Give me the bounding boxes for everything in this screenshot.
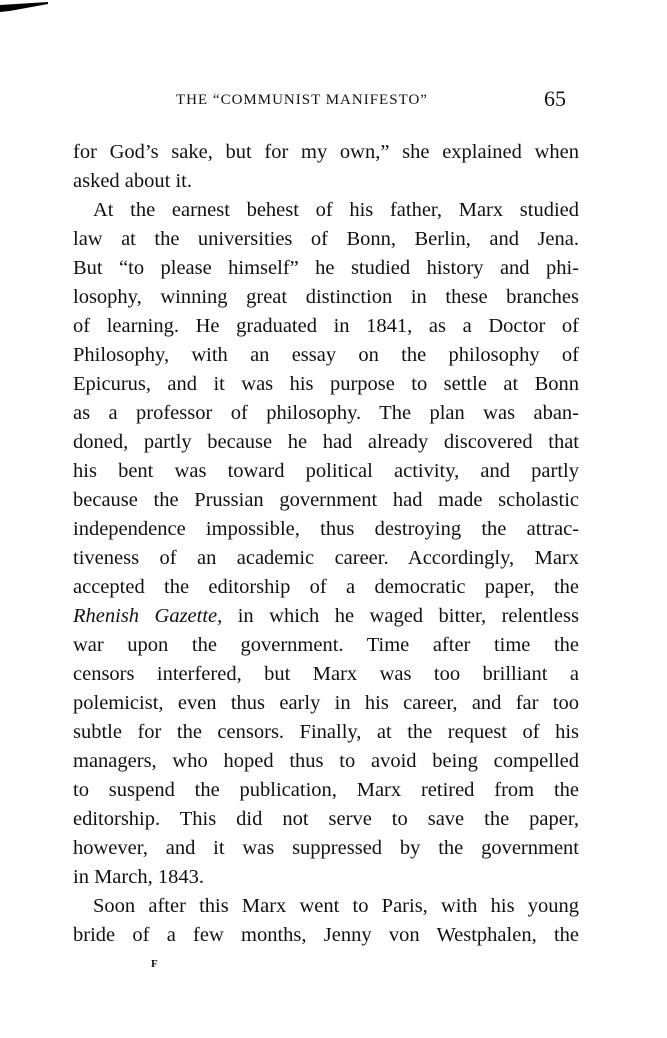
line-text: of learning. He graduated in 1841, as a Doctor of xyxy=(73,315,579,337)
text-line xyxy=(73,573,579,602)
text-line xyxy=(73,602,579,631)
text-line xyxy=(73,428,579,457)
text-line xyxy=(73,544,579,573)
line-text: to suspend the publication, Marx retired from the xyxy=(73,779,579,801)
text-line xyxy=(73,167,579,196)
line-text: asked about it. xyxy=(73,170,192,192)
line-text: polemicist, even thus early in his career, and far too xyxy=(73,692,579,714)
line-text: for God’s sake, but for my own,” she explained when xyxy=(73,141,579,163)
text-line xyxy=(73,225,579,254)
line-text: At the earnest behest of his father, Marx studied xyxy=(93,199,579,221)
line-text: tiveness of an academic career. Accordingly, Marx xyxy=(73,547,579,569)
text-line xyxy=(73,689,579,718)
line-text: in March, 1843. xyxy=(73,866,204,888)
text-line xyxy=(73,921,579,950)
line-text: his bent was toward political activity, and partly xyxy=(73,460,579,482)
line-text: But “to please himself” he studied history and phi- xyxy=(73,257,579,279)
line-text: law at the universities of Bonn, Berlin, and Jena. xyxy=(73,228,579,250)
text-line xyxy=(73,196,579,225)
text-line xyxy=(73,138,579,167)
signature-mark: F xyxy=(151,958,158,970)
text-line xyxy=(73,457,579,486)
italic-title: Rhenish Gazette, xyxy=(73,605,223,627)
text-line xyxy=(73,631,579,660)
line-text: doned, partly because he had already discovered that xyxy=(73,431,579,453)
text-line xyxy=(73,834,579,863)
line-text: independence impossible, thus destroying the attrac- xyxy=(73,518,579,540)
line-text: losophy, winning great distinction in these branches xyxy=(73,286,579,308)
line-text: subtle for the censors. Finally, at the request of his xyxy=(73,721,579,743)
scan-artifact xyxy=(0,2,48,12)
page-number: 65 xyxy=(544,86,566,111)
line-text: however, and it was suppressed by the government xyxy=(73,837,579,859)
text-line xyxy=(73,863,579,892)
text-line xyxy=(73,486,579,515)
text-line xyxy=(73,370,579,399)
line-text: bride of a few months, Jenny von Westphalen, the xyxy=(73,924,579,946)
line-text: censors interfered, but Marx was too brilliant a xyxy=(73,663,579,685)
text-line xyxy=(73,254,579,283)
text-line xyxy=(73,718,579,747)
line-text: as a professor of philosophy. The plan was aban- xyxy=(73,402,579,424)
line-text: managers, who hoped thus to avoid being compelled xyxy=(73,750,579,772)
text-line xyxy=(73,776,579,805)
line-text: because the Prussian government had made scholastic xyxy=(73,489,579,511)
text-line xyxy=(73,283,579,312)
line-text: editorship. This did not serve to save the paper, xyxy=(73,808,579,830)
text-line xyxy=(73,660,579,689)
text-line xyxy=(73,805,579,834)
text-line xyxy=(73,892,579,921)
line-text: accepted the editorship of a democratic paper, the xyxy=(73,576,579,598)
body-text xyxy=(73,138,579,950)
line-text: Soon after this Marx went to Paris, with his young xyxy=(93,895,579,917)
text-line xyxy=(73,312,579,341)
running-head: THE “COMMUNIST MANIFESTO” xyxy=(176,92,428,108)
line-text: Epicurus, and it was his purpose to settle at Bonn xyxy=(73,373,579,395)
line-text: Philosophy, with an essay on the philosophy of xyxy=(73,344,579,366)
text-line xyxy=(73,341,579,370)
text-line xyxy=(73,747,579,776)
line-text: war upon the government. Time after time the xyxy=(73,634,579,656)
text-line xyxy=(73,399,579,428)
text-line xyxy=(73,515,579,544)
line-text: in which he waged bitter, relentless xyxy=(222,605,579,627)
